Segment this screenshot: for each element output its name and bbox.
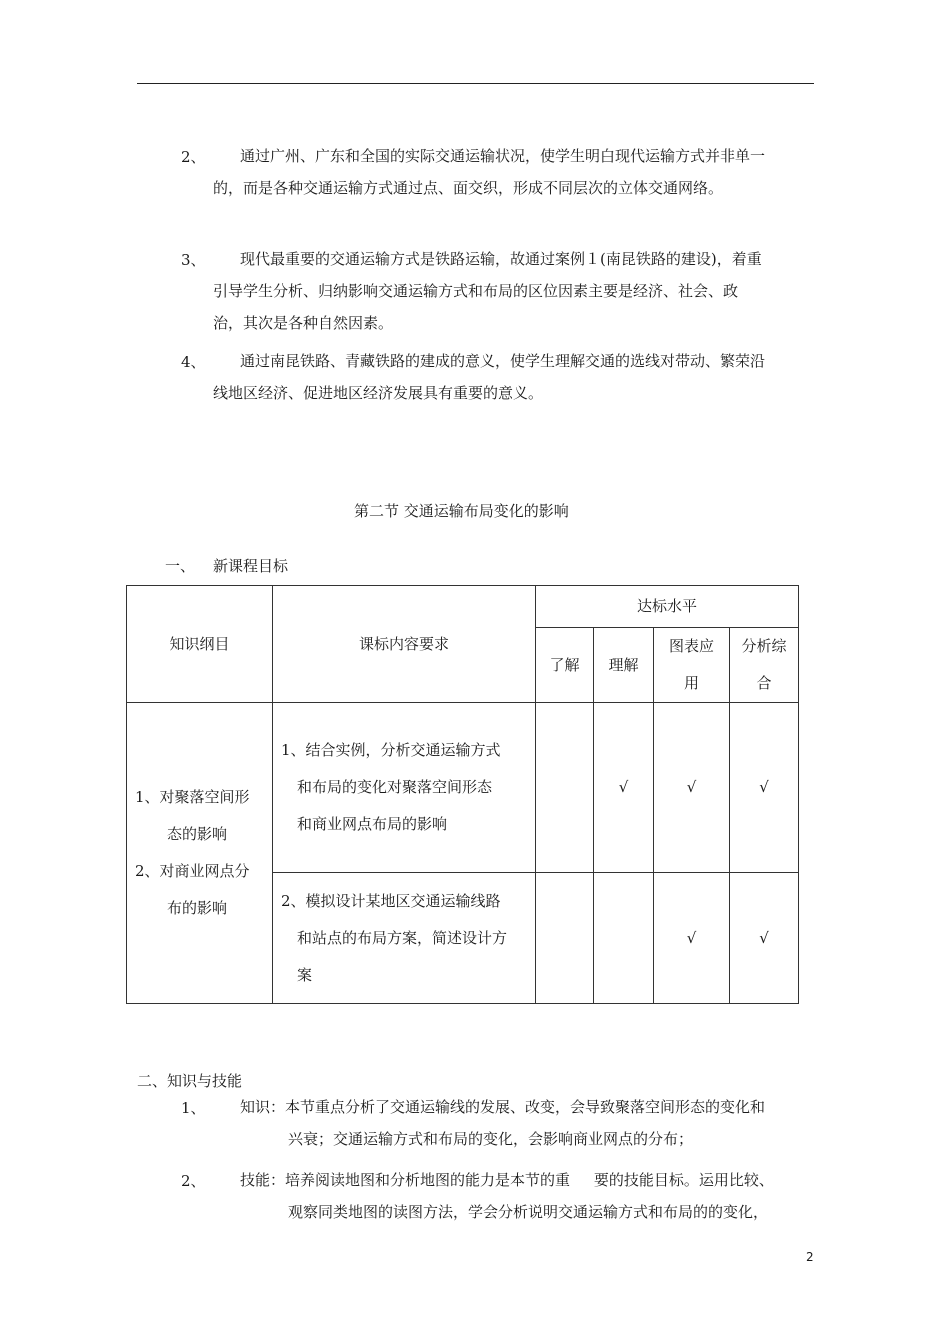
paragraph-line: 的，而是各种交通运输方式通过点、面交织，形成不同层次的立体交通网络。 [213,179,724,197]
header-requirement: 课标内容要求 [273,586,536,703]
header-knowledge: 知识纲目 [127,586,273,703]
standards-table [126,585,799,1004]
paragraph-item-2 [213,140,766,204]
level-header: 图表应 用 [654,628,730,703]
paragraph-line: 线地区经济、促进地区经济发展具有重要的意义。 [213,384,544,402]
paragraph-item-4 [213,345,766,409]
requirement-cell: 1、结合实例，分析交通运输方式 和布局的变化对聚落空间形态 和商业网点布局的影响 [273,703,536,873]
paragraph-skills [240,1164,774,1228]
item-number: 2、 [181,148,206,166]
section-title: 第二节 交通运输布局变化的影响 [354,502,569,520]
paragraph-line: 兴衰；交通运输方式和布局的变化，会影响商业网点的分布； [288,1130,694,1148]
paragraph-line: 通过南昆铁路、青藏铁路的建成的意义，使学生理解交通的选线对带动、繁荣沿 [240,352,766,370]
paragraph-item-3 [213,243,762,339]
paragraph-line: 治，其次是各种自然因素。 [213,314,394,332]
check-cell [536,873,594,1004]
item-number: 1、 [181,1099,206,1117]
header-level: 达标水平 [536,586,799,628]
check-cell [594,873,654,1004]
item-number: 3、 [181,251,206,269]
paragraph-line: 观察同类地图的读图方法，学会分析说明交通运输方式和布局的的变化， [288,1203,769,1221]
level-header: 了解 [536,628,594,703]
heading-text: 新课程目标 [213,557,289,575]
heading-2: 二、知识与技能 [137,1072,243,1090]
paragraph-line: 知识：本节重点分析了交通运输线的发展、改变，会导致聚落空间形态的变化和 [240,1098,766,1116]
item-number: 2、 [181,1172,206,1190]
check-cell: √ [730,703,799,873]
paragraph-line: 现代最重要的交通运输方式是铁路运输，故通过案例１(南昆铁路的建设)，着重 [240,250,762,268]
page-number: 2 [806,1250,814,1264]
paragraph-line: 引导学生分析、归纳影响交通运输方式和布局的区位因素主要是经济、社会、政 [213,282,739,300]
paragraph-knowledge [240,1091,765,1155]
check-cell: √ [654,703,730,873]
header-rule [137,83,814,84]
requirement-cell: 2、模拟设计某地区交通运输线路 和站点的布局方案，简述设计方 案 [273,873,536,1004]
level-header: 分析综 合 [730,628,799,703]
heading-number: 一、 [165,557,196,575]
level-header: 理解 [594,628,654,703]
check-cell: √ [730,873,799,1004]
check-cell: √ [654,873,730,1004]
paragraph-line: 通过广州、广东和全国的实际交通运输状况，使学生明白现代运输方式并非单一 [240,147,766,165]
item-number: 4、 [181,353,206,371]
paragraph-line: 技能：培养阅读地图和分析地图的能力是本节的重 要的技能目标。运用比较、 [240,1171,774,1189]
check-cell: √ [594,703,654,873]
check-cell [536,703,594,873]
knowledge-cell: 1、对聚落空间形 态的影响 2、对商业网点分 布的影响 [127,703,273,1004]
